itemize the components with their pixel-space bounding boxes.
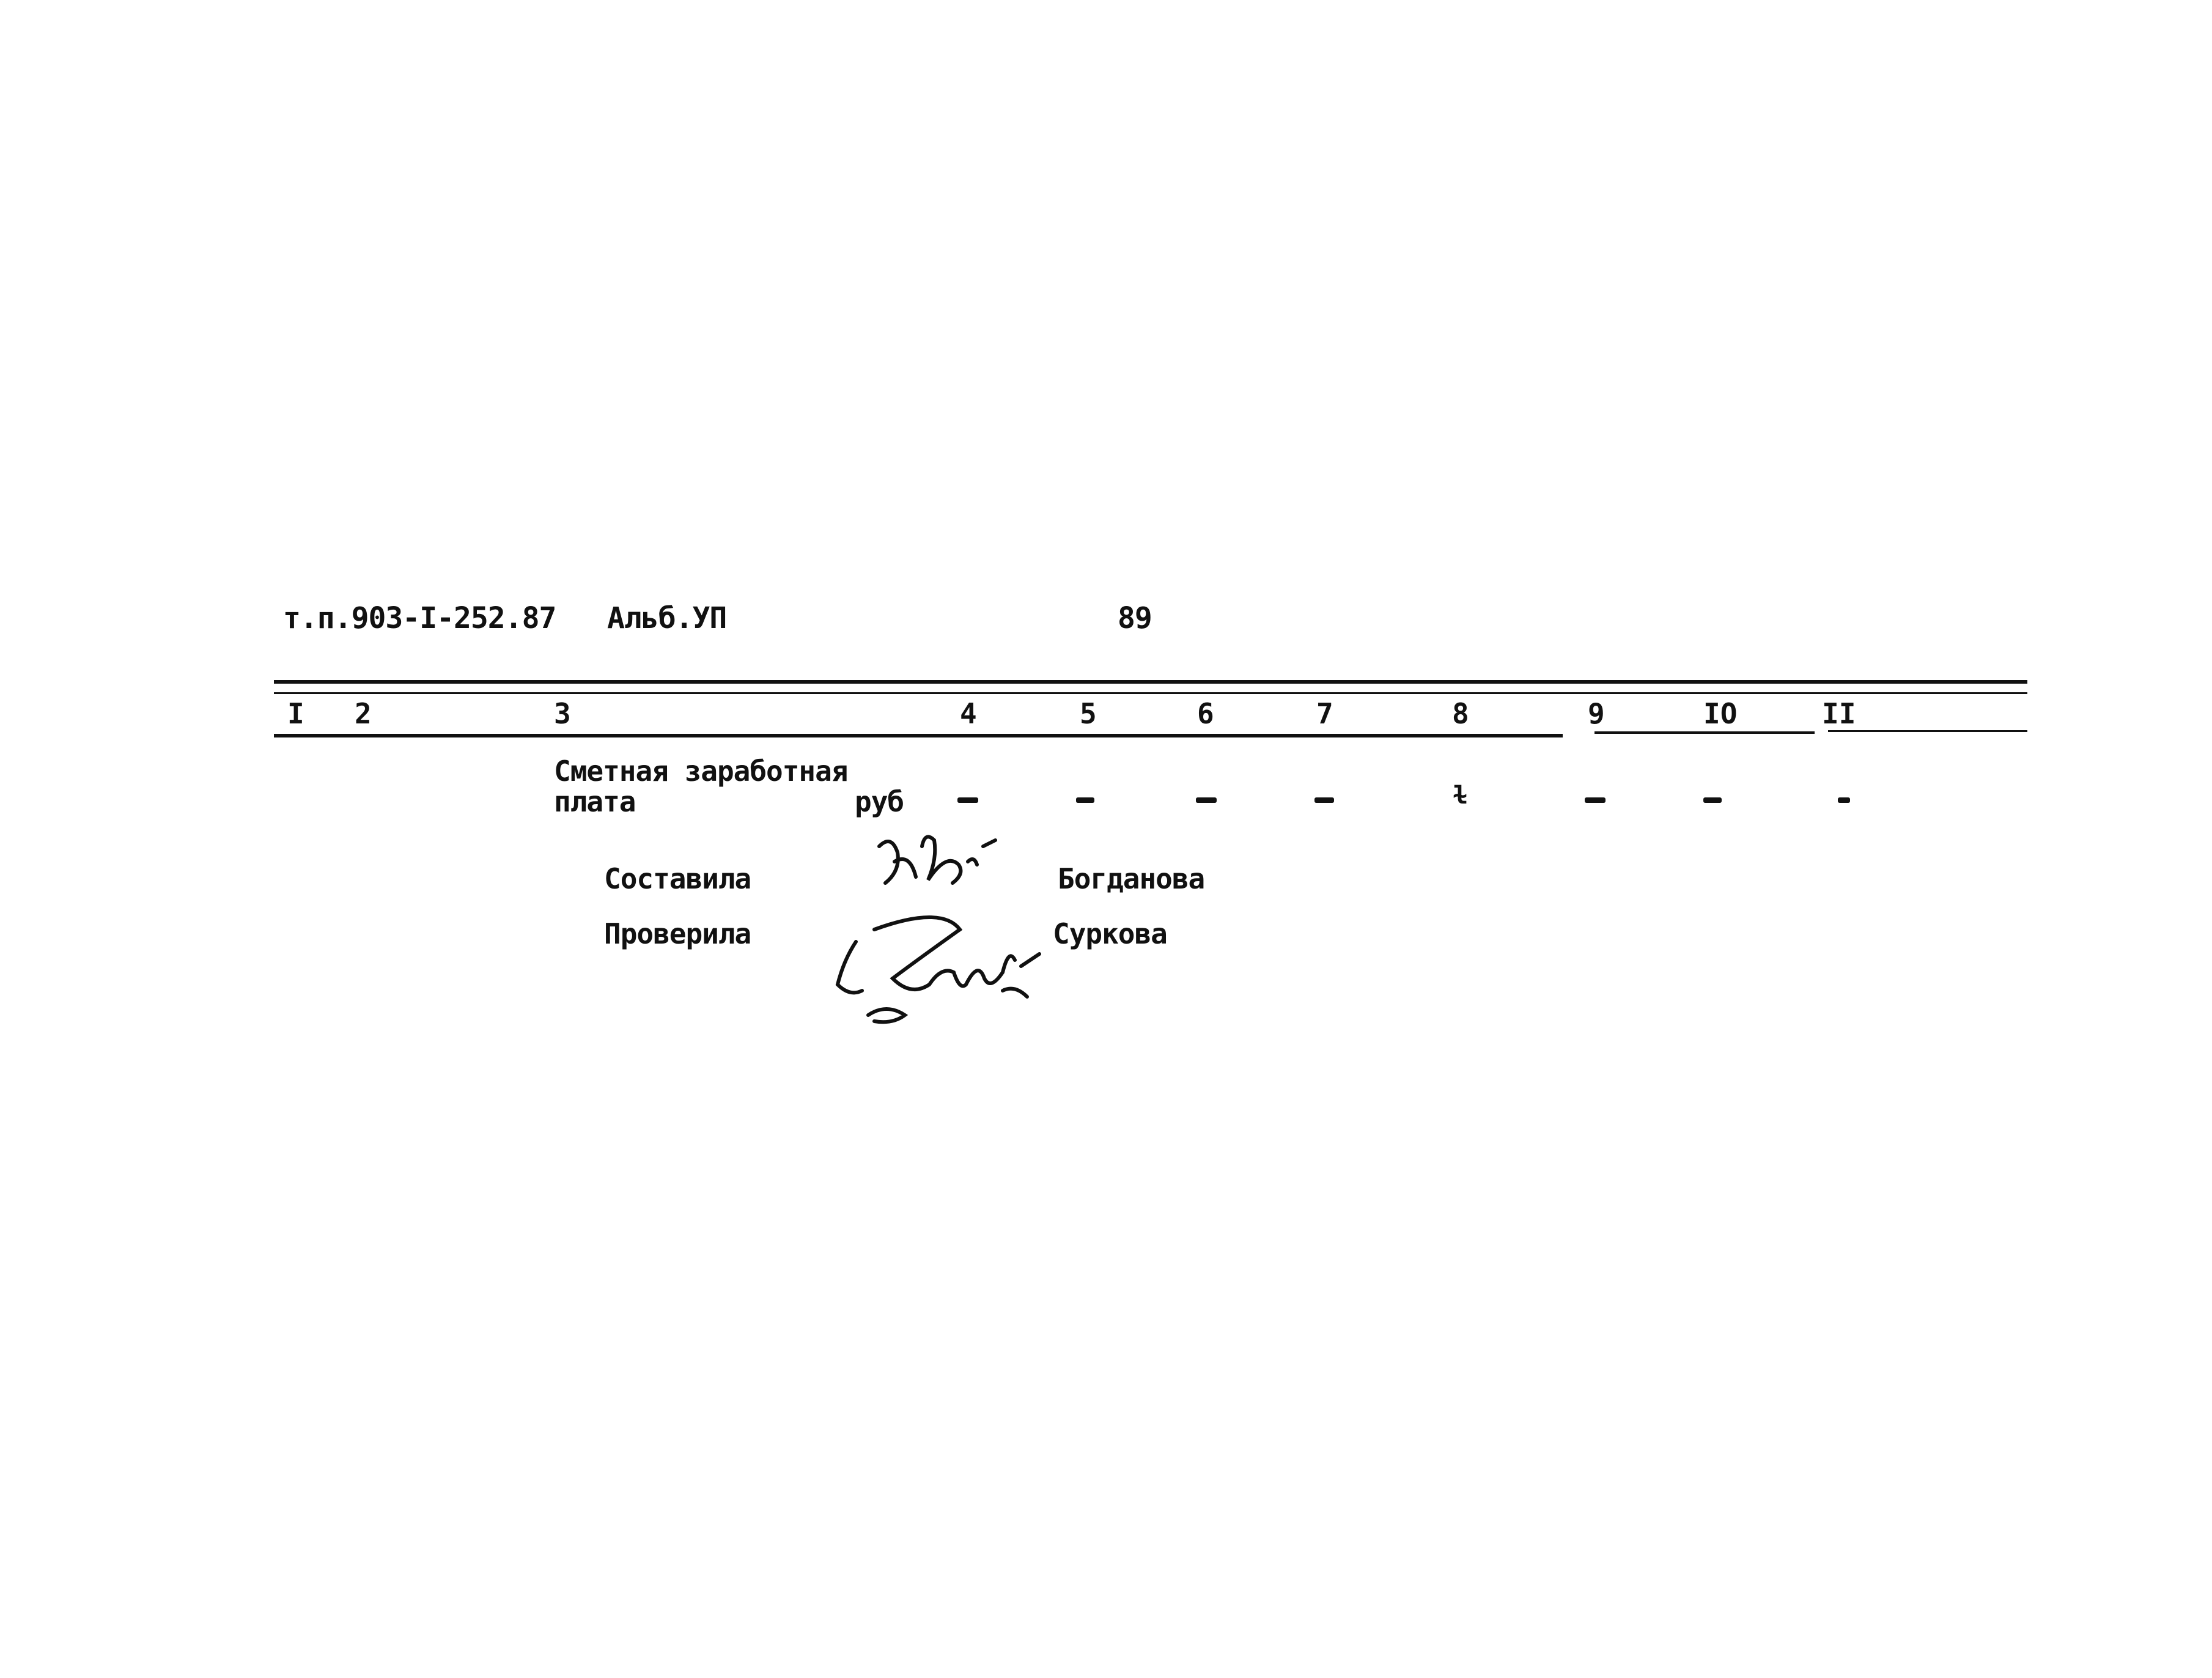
row-name-line: Сметная заработная — [554, 755, 848, 788]
column-number: IO — [1703, 697, 1738, 730]
header-bottom-rule-segment — [1594, 731, 1815, 734]
column-number: 2 — [355, 697, 372, 730]
empty-cell-dash — [1703, 797, 1722, 803]
column-number: 7 — [1316, 697, 1333, 730]
page-number: 89 — [1118, 601, 1152, 635]
empty-cell-dash — [1196, 797, 1217, 803]
document-code: т.п.903-I-252.87 — [283, 601, 556, 635]
row-name-line: плата — [554, 785, 636, 818]
column-number: I — [287, 697, 304, 730]
signature-checked — [819, 893, 1064, 1027]
empty-cell-dash — [1076, 797, 1094, 803]
compiled-by-label: Составила — [604, 862, 751, 895]
table-top-rule-thin — [274, 692, 2027, 694]
empty-cell-dash — [1314, 797, 1334, 803]
row-unit: руб — [855, 785, 904, 818]
column-number: 4 — [960, 697, 977, 730]
table-top-rule — [274, 680, 2027, 684]
column-number: II — [1822, 697, 1856, 730]
column-number: 5 — [1080, 697, 1097, 730]
row-name — [554, 756, 848, 817]
checked-by-name: Суркова — [1053, 917, 1167, 950]
empty-cell-dash — [957, 797, 978, 803]
empty-cell-dash — [1838, 797, 1850, 803]
column-number: 3 — [554, 697, 571, 730]
header-bottom-rule-segment — [1828, 730, 2027, 732]
cell-mark: ɫ — [1453, 782, 1468, 810]
column-number: 9 — [1588, 697, 1605, 730]
column-number: 8 — [1452, 697, 1469, 730]
header-bottom-rule — [274, 734, 1563, 737]
album-label: Альб.УП — [607, 601, 727, 635]
empty-cell-dash — [1585, 797, 1606, 803]
compiled-by-name: Богданова — [1058, 862, 1205, 895]
column-number: 6 — [1197, 697, 1214, 730]
checked-by-label: Проверила — [604, 917, 751, 950]
